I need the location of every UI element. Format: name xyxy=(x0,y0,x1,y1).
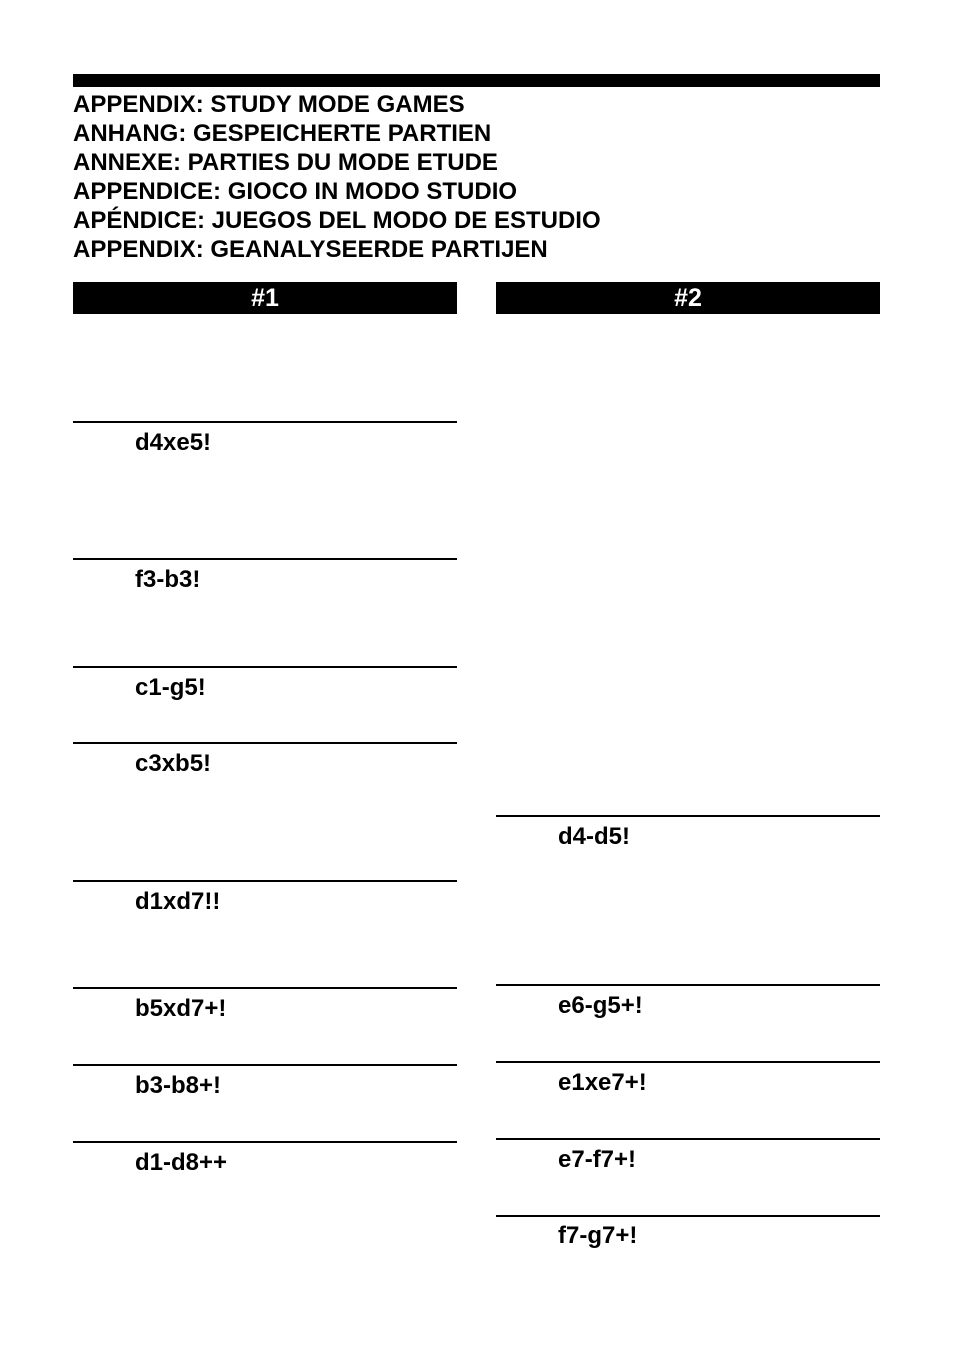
move-divider xyxy=(73,742,457,744)
top-rule xyxy=(73,74,880,87)
game-1-move-4: c3xb5! xyxy=(135,750,212,777)
game-1-move-6: b5xd7+! xyxy=(135,995,227,1022)
game-1-move-7: b3-b8+! xyxy=(135,1072,222,1099)
game-2-move-4: e7-f7+! xyxy=(558,1146,637,1173)
title-spanish: APÉNDICE: JUEGOS DEL MODO DE ESTUDIO xyxy=(73,207,601,234)
game-2-move-1: d4-d5! xyxy=(558,823,630,850)
move-divider xyxy=(73,421,457,423)
move-divider xyxy=(496,984,880,986)
game-1-header: #1 xyxy=(73,282,457,314)
move-divider xyxy=(73,1064,457,1066)
title-german: ANHANG: GESPEICHERTE PARTIEN xyxy=(73,120,492,147)
move-divider xyxy=(73,987,457,989)
game-2-move-3: e1xe7+! xyxy=(558,1069,647,1096)
move-divider xyxy=(496,1138,880,1140)
move-divider xyxy=(73,558,457,560)
game-1-move-5: d1xd7!! xyxy=(135,888,221,915)
game-2-header: #2 xyxy=(496,282,880,314)
game-1-move-1: d4xe5! xyxy=(135,429,212,456)
title-french: ANNEXE: PARTIES DU MODE ETUDE xyxy=(73,149,498,176)
move-divider xyxy=(496,815,880,817)
appendix-titles xyxy=(73,90,880,264)
title-dutch: APPENDIX: GEANALYSEERDE PARTIJEN xyxy=(73,236,548,263)
game-2-move-2: e6-g5+! xyxy=(558,992,643,1019)
move-divider xyxy=(73,666,457,668)
move-divider xyxy=(73,1141,457,1143)
move-divider xyxy=(73,880,457,882)
move-divider xyxy=(496,1061,880,1063)
move-divider xyxy=(496,1215,880,1217)
title-english: APPENDIX: STUDY MODE GAMES xyxy=(73,91,465,118)
game-2-move-5: f7-g7+! xyxy=(558,1222,638,1249)
game-1-move-2: f3-b3! xyxy=(135,566,201,593)
game-1-move-3: c1-g5! xyxy=(135,674,206,701)
title-italian: APPENDICE: GIOCO IN MODO STUDIO xyxy=(73,178,518,205)
game-1-move-8: d1-d8++ xyxy=(135,1149,228,1176)
